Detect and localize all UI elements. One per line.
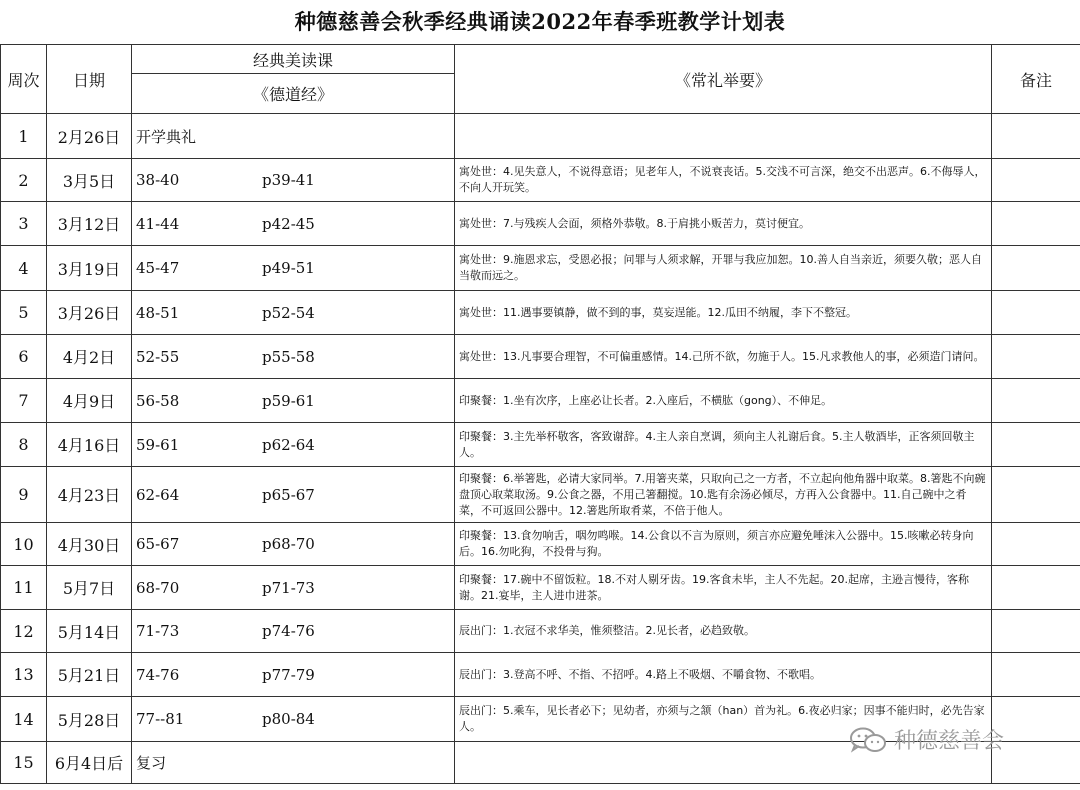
week-cell: 14 bbox=[1, 697, 47, 742]
etiquette-cell: 寓处世：9.施恩求忘，受恩必报；问罪与人须求解，开罪与我应加恕。10.善人自当亲近，须要久敬；恶人自当敬而远之。 bbox=[455, 246, 992, 291]
header-classic-book: 《德道经》 bbox=[132, 74, 455, 114]
etiquette-cell bbox=[455, 114, 992, 159]
etiquette-cell: 印聚餐：3.主先举杯敬客，客致谢辞。4.主人亲自烹调，须向主人礼谢后食。5.主人敬酒毕，正客须回敬主人。 bbox=[455, 423, 992, 467]
week-cell: 13 bbox=[1, 653, 47, 697]
date-cell: 5月28日 bbox=[47, 697, 132, 742]
table-row bbox=[1, 423, 1080, 467]
page-range: p71-73 bbox=[262, 578, 315, 597]
classic-cell bbox=[132, 423, 455, 467]
etiquette-cell: 印聚餐：1.坐有次序，上座必让长者。2.入座后，不横肱（gong）、不伸足。 bbox=[455, 379, 992, 423]
date-cell: 6月4日后 bbox=[47, 742, 132, 784]
date-cell: 2月26日 bbox=[47, 114, 132, 159]
notes-cell bbox=[992, 653, 1080, 697]
notes-cell bbox=[992, 610, 1080, 653]
table-row bbox=[1, 379, 1080, 423]
date-cell: 5月21日 bbox=[47, 653, 132, 697]
chapter-range: 45-47 bbox=[136, 259, 180, 277]
chapter-range: 56-58 bbox=[136, 391, 180, 410]
chapter-range: 开学典礼 bbox=[136, 127, 197, 146]
notes-cell bbox=[992, 246, 1080, 291]
page-range: p59-61 bbox=[262, 391, 315, 410]
chapter-range: 52-55 bbox=[136, 347, 180, 366]
table-row bbox=[1, 523, 1080, 566]
page-range: p42-45 bbox=[262, 214, 315, 233]
date-cell: 3月12日 bbox=[47, 202, 132, 246]
date-cell: 4月23日 bbox=[47, 467, 132, 523]
header-notes: 备注 bbox=[992, 45, 1080, 114]
table-row bbox=[1, 202, 1080, 246]
notes-cell bbox=[992, 291, 1080, 335]
page-range: p77-79 bbox=[262, 665, 315, 684]
classic-cell bbox=[132, 697, 455, 742]
table-row bbox=[1, 566, 1080, 610]
page-title: 种德慈善会秋季经典诵读2022年春季班教学计划表 bbox=[294, 9, 786, 34]
notes-cell bbox=[992, 742, 1080, 784]
etiquette-cell: 寓处世：7.与残疾人会面，须格外恭敬。8.于肩挑小贩苦力，莫讨便宜。 bbox=[455, 202, 992, 246]
week-cell: 2 bbox=[1, 159, 47, 202]
week-cell: 10 bbox=[1, 523, 47, 566]
date-cell: 5月7日 bbox=[47, 566, 132, 610]
etiquette-cell: 辰出门：3.登高不呼、不指、不招呼。4.路上不吸烟、不嚼食物、不歌唱。 bbox=[455, 653, 992, 697]
page-range: p62-64 bbox=[262, 435, 315, 454]
table-row bbox=[1, 610, 1080, 653]
notes-cell bbox=[992, 523, 1080, 566]
page-range: p68-70 bbox=[262, 535, 315, 553]
table-row bbox=[1, 653, 1080, 697]
chapter-range: 48-51 bbox=[136, 303, 180, 322]
etiquette-cell: 印聚餐：6.举箸匙，必请大家同举。7.用箸夹菜，只取向己之一方者，不立起向他角器中取菜。8.箸匙不向碗盘顶心取菜取汤。9.公食之器，不用己箸翻搅。10.匙有余汤必倾尽，方再入公食器中。11.自己碗中之肴菜，不可返回公器中。12.箸匙所取肴菜，不倍于他人。 bbox=[455, 467, 992, 523]
chapter-range: 74-76 bbox=[136, 665, 180, 684]
week-cell: 15 bbox=[1, 742, 47, 784]
header-classic-course: 经典美读课 bbox=[132, 45, 455, 74]
classic-cell bbox=[132, 202, 455, 246]
table-row bbox=[1, 335, 1080, 379]
chapter-range: 68-70 bbox=[136, 578, 180, 597]
week-cell: 11 bbox=[1, 566, 47, 610]
table-row bbox=[1, 159, 1080, 202]
date-cell: 4月9日 bbox=[47, 379, 132, 423]
week-cell: 1 bbox=[1, 114, 47, 159]
table-row bbox=[1, 246, 1080, 291]
chapter-range: 38-40 bbox=[136, 171, 180, 189]
page-range: p55-58 bbox=[262, 347, 315, 366]
classic-cell bbox=[132, 246, 455, 291]
page-range: p39-41 bbox=[262, 171, 315, 189]
etiquette-cell: 寓处世：13.凡事要合理智，不可偏重感情。14.己所不欲，勿施于人。15.凡求教他人的事，必须造门请问。 bbox=[455, 335, 992, 379]
classic-cell bbox=[132, 291, 455, 335]
classic-cell bbox=[132, 159, 455, 202]
notes-cell bbox=[992, 114, 1080, 159]
classic-cell bbox=[132, 379, 455, 423]
etiquette-cell: 印聚餐：17.碗中不留饭粒。18.不对人剔牙齿。19.客食未毕，主人不先起。20.起席，主逊言慢待，客称谢。21.宴毕，主人进巾进茶。 bbox=[455, 566, 992, 610]
chapter-range: 复习 bbox=[136, 754, 167, 772]
header-etiquette: 《常礼举要》 bbox=[455, 45, 992, 114]
table-row bbox=[1, 467, 1080, 523]
chapter-range: 62-64 bbox=[136, 485, 180, 504]
date-cell: 3月19日 bbox=[47, 246, 132, 291]
table-row bbox=[1, 291, 1080, 335]
header-date: 日期 bbox=[47, 45, 132, 114]
date-cell: 4月16日 bbox=[47, 423, 132, 467]
wechat-icon bbox=[848, 726, 888, 754]
classic-cell bbox=[132, 335, 455, 379]
page-range: p65-67 bbox=[262, 485, 315, 504]
classic-cell bbox=[132, 610, 455, 653]
classic-cell bbox=[132, 523, 455, 566]
date-cell: 3月26日 bbox=[47, 291, 132, 335]
etiquette-cell: 印聚餐：13.食勿响舌，咽勿鸣喉。14.公食以不言为原则，须言亦应避免唾沫入公器中。15.咳嗽必转身向后。16.勿叱狗，不投骨与狗。 bbox=[455, 523, 992, 566]
etiquette-cell: 寓处世：4.见失意人，不说得意语；见老年人，不说衰丧话。5.交浅不可言深，绝交不出恶声。6.不侮辱人，不向人开玩笑。 bbox=[455, 159, 992, 202]
classic-cell bbox=[132, 114, 455, 159]
table-row bbox=[1, 114, 1080, 159]
week-cell: 6 bbox=[1, 335, 47, 379]
classic-cell bbox=[132, 653, 455, 697]
week-cell: 7 bbox=[1, 379, 47, 423]
notes-cell bbox=[992, 159, 1080, 202]
etiquette-cell: 寓处世：11.遇事要镇静，做不到的事，莫妄逞能。12.瓜田不纳履，李下不整冠。 bbox=[455, 291, 992, 335]
date-cell: 5月14日 bbox=[47, 610, 132, 653]
week-cell: 12 bbox=[1, 610, 47, 653]
schedule-table bbox=[0, 44, 1080, 784]
notes-cell bbox=[992, 335, 1080, 379]
chapter-range: 71-73 bbox=[136, 622, 180, 640]
etiquette-cell: 辰出门：5.乘车，见长者必下；见幼者，亦须与之颔（han）首为礼。6.夜必归家；因事不能归时，必先告家人。 bbox=[455, 697, 992, 742]
classic-cell bbox=[132, 742, 455, 784]
week-cell: 3 bbox=[1, 202, 47, 246]
header-week: 周次 bbox=[1, 45, 47, 114]
watermark bbox=[848, 724, 1004, 755]
week-cell: 4 bbox=[1, 246, 47, 291]
notes-cell bbox=[992, 467, 1080, 523]
date-cell: 3月5日 bbox=[47, 159, 132, 202]
classic-cell bbox=[132, 467, 455, 523]
page-range: p80-84 bbox=[262, 710, 315, 728]
week-cell: 9 bbox=[1, 467, 47, 523]
page-range: p74-76 bbox=[262, 622, 315, 640]
notes-cell bbox=[992, 202, 1080, 246]
date-cell: 4月30日 bbox=[47, 523, 132, 566]
date-cell: 4月2日 bbox=[47, 335, 132, 379]
week-cell: 5 bbox=[1, 291, 47, 335]
classic-cell bbox=[132, 566, 455, 610]
notes-cell bbox=[992, 379, 1080, 423]
page-range: p52-54 bbox=[262, 303, 315, 322]
chapter-range: 77--81 bbox=[136, 710, 185, 728]
chapter-range: 59-61 bbox=[136, 435, 180, 454]
week-cell: 8 bbox=[1, 423, 47, 467]
notes-cell bbox=[992, 697, 1080, 742]
watermark-text: 种德慈善会 bbox=[894, 729, 1005, 754]
etiquette-cell: 辰出门：1.衣冠不求华美，惟须整洁。2.见长者，必趋致敬。 bbox=[455, 610, 992, 653]
notes-cell bbox=[992, 566, 1080, 610]
notes-cell bbox=[992, 423, 1080, 467]
page-range: p49-51 bbox=[262, 259, 315, 277]
chapter-range: 65-67 bbox=[136, 535, 180, 553]
chapter-range: 41-44 bbox=[136, 214, 180, 233]
